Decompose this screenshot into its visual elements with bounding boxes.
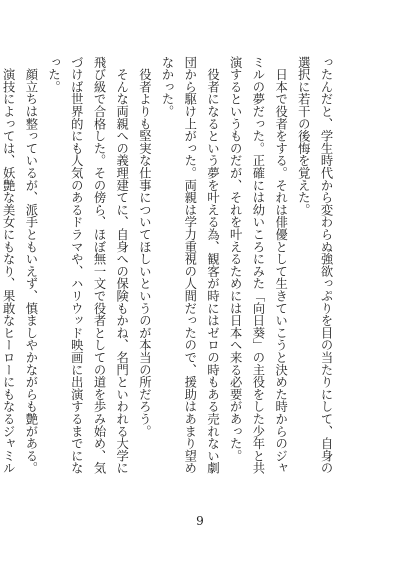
paragraph: ったんだと、学生時代から変わらぬ強欲っぷりを目の当たりにして、自身の選択に若干の後悔を覚えた。 bbox=[296, 56, 333, 475]
paragraph: 役者になるという夢を叶える為、観客が時にはゼロの時もある売れない劇団から駆け上がった。両親は学力重視の人間だったので、援助はあまり望めなかった。 bbox=[160, 56, 220, 475]
paragraph: 役者よりも堅実な仕事についてほしいというのが本当の所だろう。 bbox=[137, 56, 152, 438]
page-number: 9 bbox=[196, 514, 204, 528]
paragraph: 日本で役者をする。それは俳優として生きていこうと決めた時からのジャミルの夢だった。正確には幼いころにみた「向日葵」の主役をした少年と共演するというものだが、それを叶えるためには日本へ来る必要があった。 bbox=[228, 56, 288, 475]
paragraph: そんな両親への義理建てに、自身への保険もかね、名門といわれる大学に飛び級で合格した。その傍ら、ほぼ無一文で役者としての道を歩み始め、気づけば世界的にも人気のあるドラマや、ハリウッド映画に出演するまでになった。 bbox=[46, 56, 129, 475]
body-text bbox=[1, 56, 337, 481]
paragraph: 演技によっては、妖艶な美女にもなり、果敢なヒーローにもなるジャミル bbox=[1, 68, 16, 475]
paragraph: 顔立ちは整っているが、派手ともいえず、慎ましやかながらも艶がある。 bbox=[23, 56, 38, 475]
